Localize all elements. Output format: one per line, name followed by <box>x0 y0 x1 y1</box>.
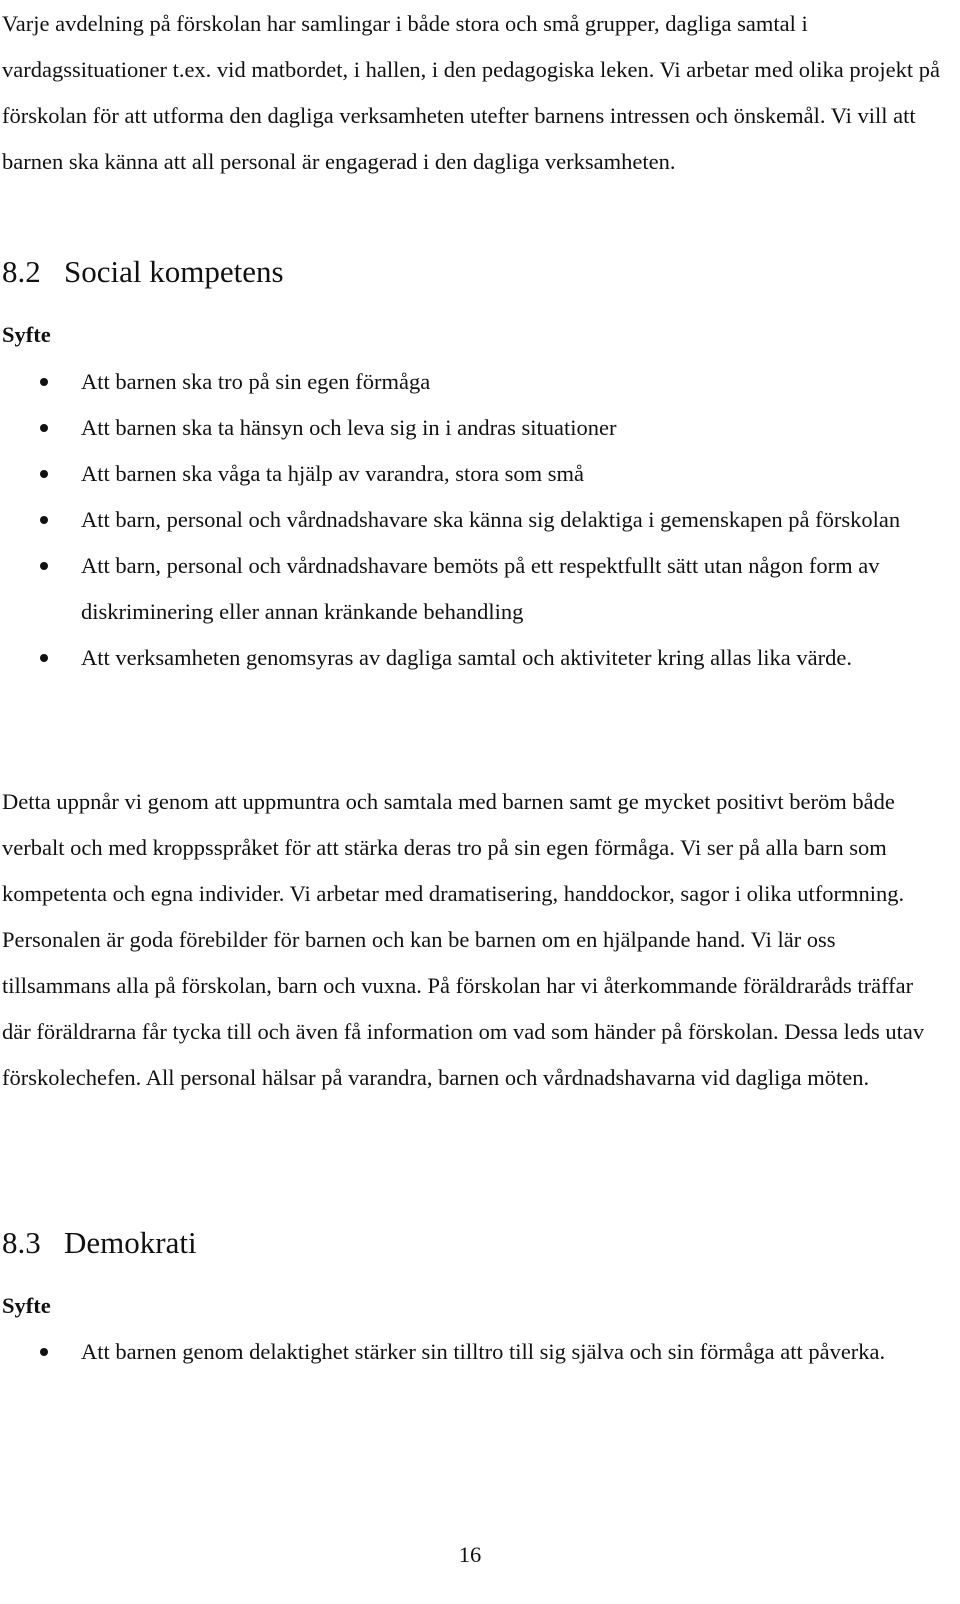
section-title: Demokrati <box>64 1225 197 1260</box>
section-heading-demokrati <box>2 1223 197 1263</box>
list-item <box>0 451 946 497</box>
list-item-text: Att verksamheten genomsyras av dagliga samtal och aktiviteter kring allas lika värde. <box>81 645 852 670</box>
section-title: Social kompetens <box>64 254 284 289</box>
list-item <box>0 543 946 635</box>
intro-paragraph: Varje avdelning på förskolan har samlingar i både stora och små grupper, dagliga samtal i vardagssituationer t.ex. vid matbordet, i hallen, i den pedagogiska leken. Vi arbetar med olika projekt på förskolan för att utforma den dagliga verksamheten utefter barnens intressen och önskemål. Vi vill att barnen ska känna att all personal är engagerad i den dagliga verksamheten. <box>2 11 940 174</box>
bullet-icon <box>40 654 48 662</box>
social-kompetens-paragraph: Detta uppnår vi genom att uppmuntra och samtala med barnen samt ge mycket positivt beröm både verbalt och med kroppsspråket för att stärka deras tro på sin egen förmåga. Vi ser på alla barn som kompetenta och egna individer. Vi arbetar med dramatisering, handdockor, sagor i olika utformning. Personalen är goda förebilder för barnen och kan be barnen om en hjälpande hand. Vi lär oss tillsammans alla på förskolan, barn och vuxna. På förskolan har vi återkommande föräldraråds träffar där föräldrarna får tycka till och även få information om vad som händer på förskolan. Dessa leds utav förskolechefen. All personal hälsar på varandra, barnen och vårdnadshavarna vid dagliga möten. <box>2 789 925 1090</box>
section-number: 8.3 <box>2 1225 41 1260</box>
list-item <box>0 405 946 451</box>
list-item-text: Att barnen genom delaktighet stärker sin tilltro till sig själva och sin förmåga att påverka. <box>81 1339 886 1364</box>
bullet-icon <box>40 378 48 386</box>
page-number: 16 <box>458 1542 482 1567</box>
syfte-subheading: Syfte <box>2 1293 51 1318</box>
syfte-bullet-list <box>0 359 946 681</box>
bullet-icon <box>40 424 48 432</box>
list-item <box>0 497 946 543</box>
bullet-icon <box>40 1348 48 1356</box>
list-item-text: Att barnen ska tro på sin egen förmåga <box>81 369 431 394</box>
bullet-icon <box>40 470 48 478</box>
section-number: 8.2 <box>2 254 41 289</box>
list-item-text: Att barnen ska våga ta hjälp av varandra, stora som små <box>81 461 584 486</box>
list-item <box>0 359 946 405</box>
list-item-text: Att barn, personal och vårdnadshavare ska känna sig delaktiga i gemenskapen på förskolan <box>81 507 901 532</box>
section-heading-social-kompetens <box>2 252 284 292</box>
list-item <box>0 1329 946 1375</box>
list-item-text: Att barnen ska ta hänsyn och leva sig in i andras situationer <box>81 415 617 440</box>
list-item-text: Att barn, personal och vårdnadshavare bemöts på ett respektfullt sätt utan någon form av diskriminering eller annan kränkande behandling <box>81 553 880 624</box>
syfte-subheading: Syfte <box>2 322 51 347</box>
bullet-icon <box>40 562 48 570</box>
syfte-bullet-list <box>0 1329 946 1375</box>
bullet-icon <box>40 516 48 524</box>
list-item <box>0 635 946 681</box>
